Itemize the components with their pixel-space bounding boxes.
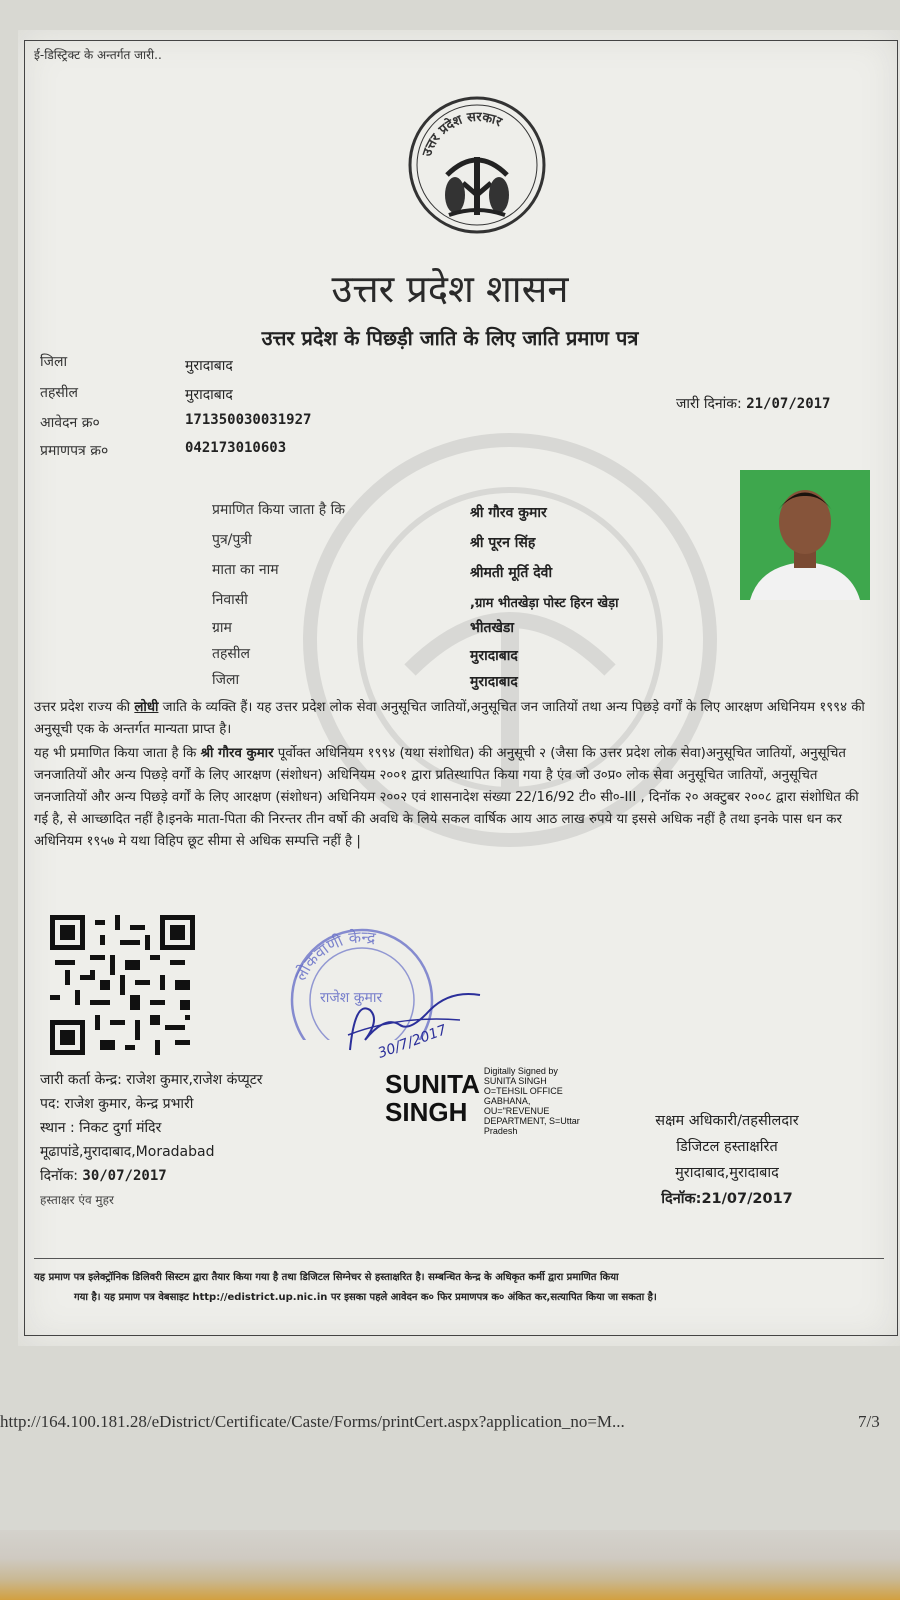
mother-name-value: श्रीमती मूर्ति देवी [470, 565, 553, 581]
district-label: जिला [40, 354, 68, 370]
issuer-center: जारी कर्ता केन्द्र: राजेश कुमार,राजेश कंप्यूटर [40, 1072, 263, 1088]
father-name-value: श्री पूरन सिंह [470, 535, 536, 551]
print-url: http://164.100.181.28/eDistrict/Certificate/Caste/Forms/printCert.aspx?application_no=M... [0, 1412, 625, 1431]
authority-title: सक्षम अधिकारी/तहसीलदार [655, 1113, 799, 1129]
district-value: मुरादाबाद [185, 358, 233, 374]
certificate-subtitle: उत्तर प्रदेश के पिछड़ी जाति के लिए जाति प्रमाण पत्र [261, 326, 639, 350]
person-label-certified: प्रमाणित किया जाता है कि [212, 502, 346, 518]
up-government-emblem-icon [407, 95, 547, 235]
application-no-label: आवेदन क्र० [40, 415, 100, 431]
certificate-no-value: 042173010603 [185, 440, 287, 456]
sig-detail-2: O=TEHSIL OFFICE [483, 1086, 563, 1096]
income-paragraph-name: श्री गौरव कुमार [200, 746, 274, 761]
tehsil-label: तहसील [40, 385, 78, 401]
issuer-sign-seal: हस्ताक्षर एंव मुहर [40, 1193, 114, 1207]
person-label-district: जिला [212, 672, 240, 688]
sig-detail-4: OU="REVENUE [483, 1106, 550, 1116]
village-value: भीतखेडा [470, 620, 515, 636]
application-no-value: 171350030031927 [185, 412, 312, 428]
issuer-date-label: दिनॉक: [40, 1168, 78, 1184]
digital-signature-block [385, 1066, 580, 1136]
income-paragraph-post: पूर्वोक्त अधिनियम १९९४ (यथा संशोधित) की अनुसूची २ (जैसा कि उत्तर प्रदेश लोक सेवा)अनुसूचित जातियों, अनुसूचित जनजातियों और अन्य पिछड़े वर्गों के लिए आरक्षण (संशोधन) अधिनियम २००१ द्वारा प्रतिस्थापित किया गया है एंव जो उ०प्र० लोक सेवा अनुसूचित जातियों, अनुसूचित जनजातियों और अन्य पिछड़े वर्गों के लिए आरक्षण (संशोधन) अधिनियम २००२ एवं शासनादेश संख्या 22/16/92 टी० सी०-III , दिनॉक २० अक्टुबर २००८ द्वारा संशोधित की गई है, से आच्छादित नहीं है।इनके माता-पिता की निरन्तर तीन वर्षो की अवधि के लिये सकल वार्षिक आय आठ लाख रुपये या इससे अधिक नहीं है तथा इनके पास धन कर अधिनियम १९५७ मे यथा विहिप छूट सीमा से अधिक सम्पत्ति नहीं है | [34, 746, 859, 849]
footer-note [34, 1268, 884, 1308]
income-paragraph [34, 743, 874, 853]
sig-detail-5: DEPARTMENT, S=Uttar [483, 1116, 580, 1126]
authority-location: मुरादाबाद,मुरादाबाद [675, 1165, 779, 1181]
sig-detail-1: SUNITA SINGH [483, 1076, 547, 1086]
issuer-designation: पद: राजेश कुमार, केन्द्र प्रभारी [40, 1096, 194, 1112]
certificate-no-label: प्रमाणपत्र क्र० [40, 443, 109, 459]
caste-name: लोधी [134, 700, 159, 715]
sig-detail-3: GABHANA, [483, 1096, 531, 1106]
issuer-place: स्थान : निकट दुर्गा मंदिर [40, 1120, 162, 1136]
issue-date-label: जारी दिनांक: [676, 396, 742, 412]
handwritten-signature [340, 980, 490, 1070]
issue-date [676, 394, 831, 413]
authority-block [622, 1108, 832, 1212]
emblem-ring-text: उत्तर प्रदेश सरकार [419, 109, 504, 159]
page-title: उत्तर प्रदेश शासन [331, 267, 569, 311]
resident-value: ,ग्राम भीतखेड़ा पोस्ट हिरन खेड़ा [470, 596, 619, 611]
person-tehsil-value: मुरादाबाद [470, 648, 518, 664]
caste-paragraph-post: जाति के व्यक्ति हैं। यह उत्तर प्रदेश लोक सेवा अनुसूचित जातियों,अनुसूचित जन जातियों तथा अन्य पिछड़े वर्गों के लिए आरक्षण अधिनियम १९९४ की अनुसूची एक के अन्तर्गत मान्यता प्राप्त है। [34, 700, 865, 737]
stamp-ring-text: लोकवाणी केन्द्र [290, 927, 377, 984]
person-district-value: मुरादाबाद [470, 674, 518, 690]
authority-date: दिनॉक:21/07/2017 [661, 1191, 793, 1207]
applicant-photo [740, 470, 870, 600]
issuer-block [40, 1068, 263, 1212]
footer-note-line1: यह प्रमाण पत्र इलेक्ट्रॉनिक डिलिवरी सिस्टम द्वारा तैयार किया गया है तथा डिजिटल सिग्नेचर से हस्ताक्षरित है। सम्बन्धित केन्द्र के अधिकृत कर्मी द्वारा प्रमाणित किया [34, 1272, 619, 1283]
sig-detail-0: Digitally Signed by [483, 1066, 558, 1076]
income-paragraph-pre: यह भी प्रमाणित किया जाता है कि [34, 746, 201, 761]
person-label-village: ग्राम [212, 620, 232, 636]
signer-name-line2: SINGH [385, 1097, 468, 1127]
tehsil-value: मुरादाबाद [185, 387, 233, 403]
issue-date-value: 21/07/2017 [746, 396, 831, 412]
issuer-date-value: 30/07/2017 [82, 1168, 167, 1184]
signer-name-line1: SUNITA [385, 1069, 480, 1099]
authority-digital-signed: डिजिटल हस्ताक्षरित [676, 1139, 778, 1155]
footer-divider [34, 1258, 884, 1259]
person-label-tehsil: तहसील [212, 646, 250, 662]
stamp-center-text: राजेश कुमार [320, 990, 383, 1006]
header-note: ई-डिस्ट्रिक्ट के अन्तर्गत जारी.. [34, 48, 162, 62]
qr-code-icon [50, 915, 195, 1055]
page-number: 7/3 [858, 1412, 880, 1431]
svg-text:उत्तर प्रदेश सरकार [420, 110, 505, 160]
caste-paragraph-pre: उत्तर प्रदेश राज्य की [34, 700, 135, 715]
caste-paragraph [34, 697, 874, 741]
handwritten-date: 30/7/2017 [375, 1022, 449, 1062]
background-surface [0, 1530, 900, 1600]
person-label-mother: माता का नाम [212, 562, 279, 578]
person-label-son-daughter: पुत्र/पुत्री [212, 532, 252, 548]
person-photo-icon [740, 470, 870, 600]
sig-detail-6: Pradesh [483, 1126, 518, 1136]
person-label-resident: निवासी [212, 592, 248, 608]
person-name-value: श्री गौरव कुमार [470, 505, 547, 521]
footer-note-line2: गया है। यह प्रमाण पत्र वेबसाइट http://edistrict.up.nic.in पर इसका पहले आवेदन क० फिर प्रमाणपत्र क० अंकित कर,सत्यापित किया जा सकता है। [74, 1292, 657, 1303]
issuer-address: मूढापांडे,मुरादाबाद,Moradabad [40, 1144, 215, 1160]
issuer-date [40, 1164, 263, 1188]
